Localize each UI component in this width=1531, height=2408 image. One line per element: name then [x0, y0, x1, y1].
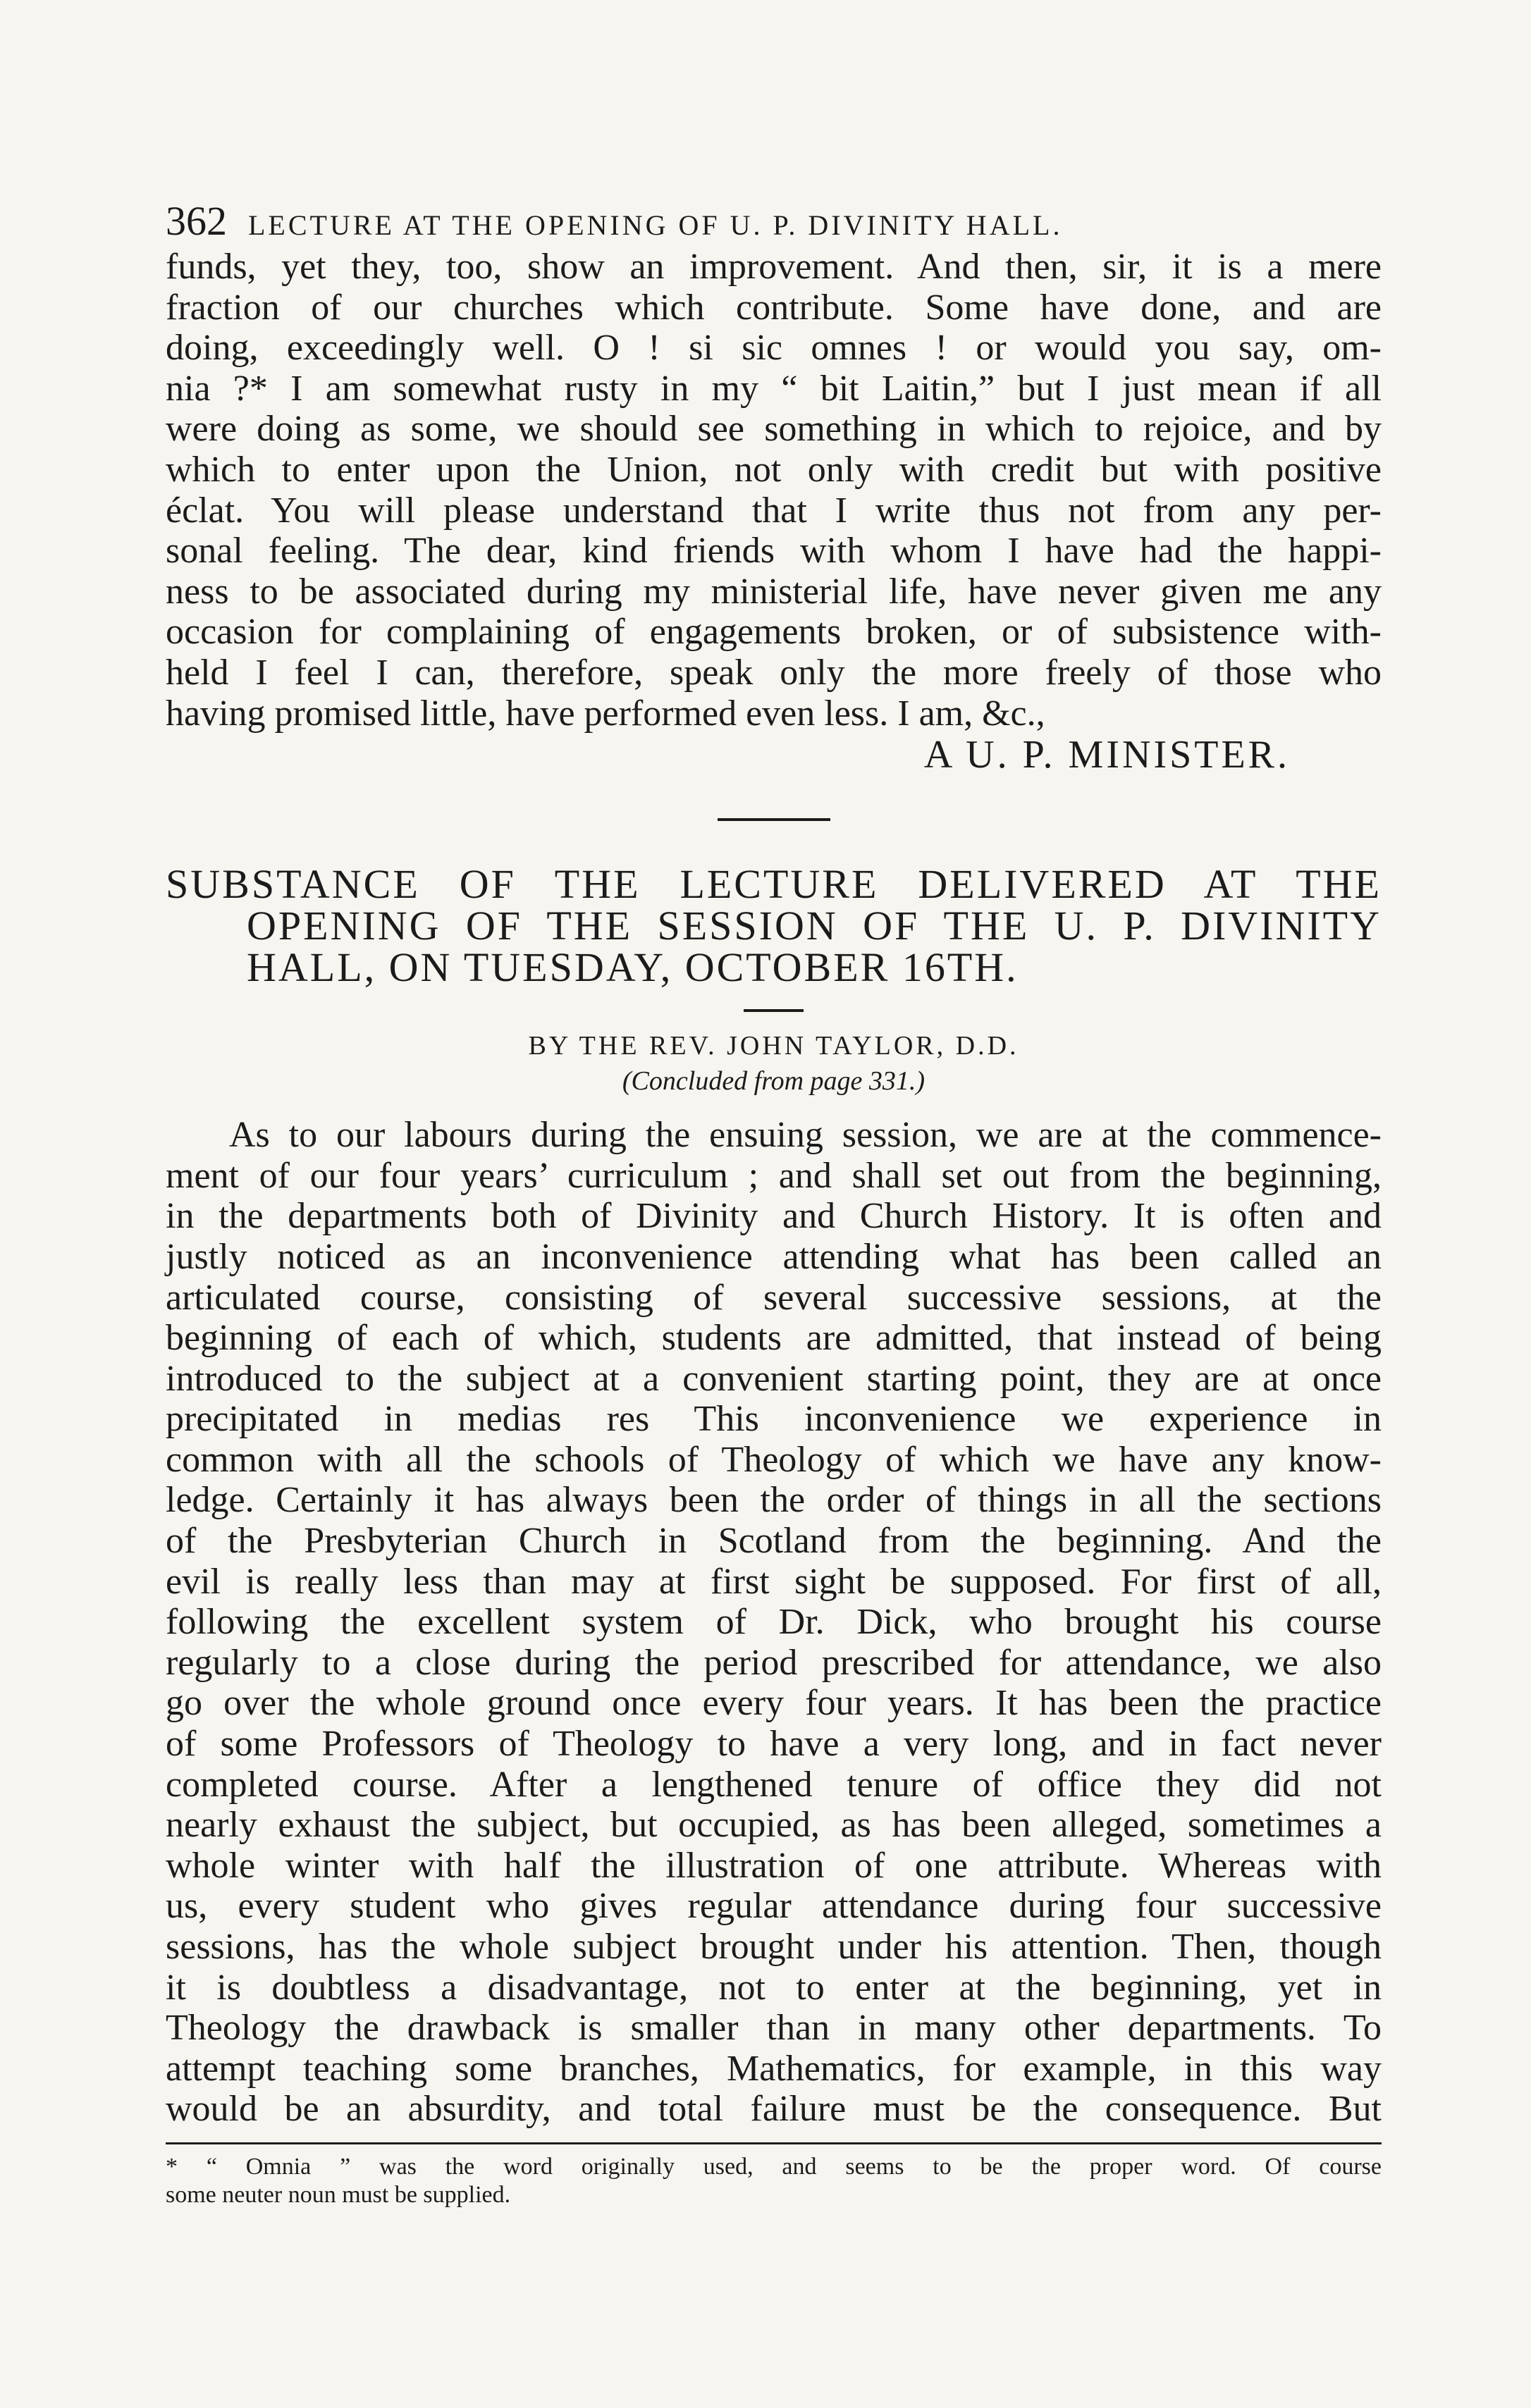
text-line: go over the whole ground once every four years. It has been the practice: [166, 1683, 1382, 1724]
text-line: us, every student who gives regular attendance during four successive: [166, 1886, 1382, 1927]
text-line: having promised little, have performed even less. I am, &c.,: [166, 693, 1045, 734]
heading-line: OPENING OF THE SESSION OF THE U. P. DIVINITY: [247, 903, 1382, 949]
text-line: regularly to a close during the period prescribed for attendance, we also: [166, 1642, 1382, 1683]
text-line: it is doubtless a disadvantage, not to enter at the beginning, yet in: [166, 1967, 1382, 2008]
byline: BY THE REV. JOHN TAYLOR, D.D.: [528, 1031, 1019, 1061]
letter-text: [166, 247, 1382, 734]
text-line: completed course. After a lengthened tenure of office they did not: [166, 1764, 1382, 1805]
text-line: following the excellent system of Dr. Dick, who brought his course: [166, 1602, 1382, 1643]
text-line: which to enter upon the Union, not only with credit but with positive: [166, 449, 1382, 490]
text-line: ment of our four years’ curriculum ; and shall set out from the beginning,: [166, 1155, 1382, 1196]
text-line: justly noticed as an inconvenience attending what has been called an: [166, 1236, 1382, 1277]
text-line: common with all the schools of Theology of which we have any know-: [166, 1439, 1382, 1480]
continuation-note: (Concluded from page 331.): [622, 1066, 926, 1097]
footnote-line: some neuter noun must be supplied.: [166, 2181, 511, 2208]
text-line: evil is really less than may at first sight be supposed. For first of all,: [166, 1561, 1382, 1602]
page-number: 362: [166, 198, 227, 244]
text-line: occasion for complaining of engagements broken, or of subsistence with-: [166, 612, 1382, 653]
heading-line: SUBSTANCE OF THE LECTURE DELIVERED AT THE: [166, 861, 1382, 908]
text-line: Theology the drawback is smaller than in many other departments. To: [166, 2008, 1382, 2049]
text-line: precipitated in medias res This inconvenience we experience in: [166, 1399, 1382, 1440]
text-line: whole winter with half the illustration of one attribute. Whereas with: [166, 1845, 1382, 1886]
text-line: were doing as some, we should see something in which to rejoice, and by: [166, 409, 1382, 450]
text-line: nia ?* I am somewhat rusty in my “ bit Laitin,” but I just mean if all: [166, 368, 1382, 409]
article-heading: [166, 861, 1382, 991]
text-line: ledge. Certainly it has always been the order of things in all the sections: [166, 1480, 1382, 1521]
article-body: [166, 1115, 1382, 2130]
text-line: nearly exhaust the subject, but occupied, as has been alleged, sometimes a: [166, 1805, 1382, 1846]
text-line: in the departments both of Divinity and Church History. It is often and: [166, 1196, 1382, 1237]
running-title: LECTURE AT THE OPENING OF U. P. DIVINITY HALL.: [248, 209, 1063, 241]
footnote-line: * “ Omnia ” was the word originally used, and seems to be the proper word. Of course: [166, 2153, 1382, 2180]
text-line: As to our labours during the ensuing session, we are at the commence-: [229, 1115, 1382, 1156]
text-line: funds, yet they, too, show an improvement. And then, sir, it is a mere: [166, 247, 1382, 287]
heading-line: HALL, ON TUESDAY, OCTOBER 16TH.: [247, 944, 1019, 991]
footnote: [166, 2153, 1382, 2209]
section-divider: [718, 818, 830, 821]
text-line: held I feel I can, therefore, speak only the more freely of those who: [166, 652, 1382, 693]
letter-signature: A U. P. MINISTER.: [923, 733, 1290, 777]
book-page: [166, 197, 1382, 2209]
running-header: [166, 197, 1382, 247]
text-line: introduced to the subject at a convenient starting point, they are at once: [166, 1358, 1382, 1399]
text-line: sonal feeling. The dear, kind friends with whom I have had the happi-: [166, 531, 1382, 572]
text-line: would be an absurdity, and total failure must be the consequence. But: [166, 2089, 1382, 2130]
text-line: articulated course, consisting of several successive sessions, at the: [166, 1277, 1382, 1318]
text-line: sessions, has the whole subject brought under his attention. Then, though: [166, 1927, 1382, 1967]
text-line: éclat. You will please understand that I write thus not from any per-: [166, 490, 1382, 531]
text-line: ness to be associated during my ministerial life, have never given me any: [166, 571, 1382, 612]
text-line: doing, exceedingly well. O ! si sic omnes ! or would you say, om-: [166, 328, 1382, 369]
text-line: beginning of each of which, students are admitted, that instead of being: [166, 1318, 1382, 1359]
footnote-divider: [166, 2142, 1382, 2144]
text-line: of some Professors of Theology to have a very long, and in fact never: [166, 1724, 1382, 1765]
text-line: fraction of our churches which contribute. Some have done, and are: [166, 287, 1382, 328]
text-line: of the Presbyterian Church in Scotland from the beginning. And the: [166, 1521, 1382, 1562]
text-line: attempt teaching some branches, Mathematics, for example, in this way: [166, 2048, 1382, 2089]
heading-divider: [744, 1009, 804, 1012]
